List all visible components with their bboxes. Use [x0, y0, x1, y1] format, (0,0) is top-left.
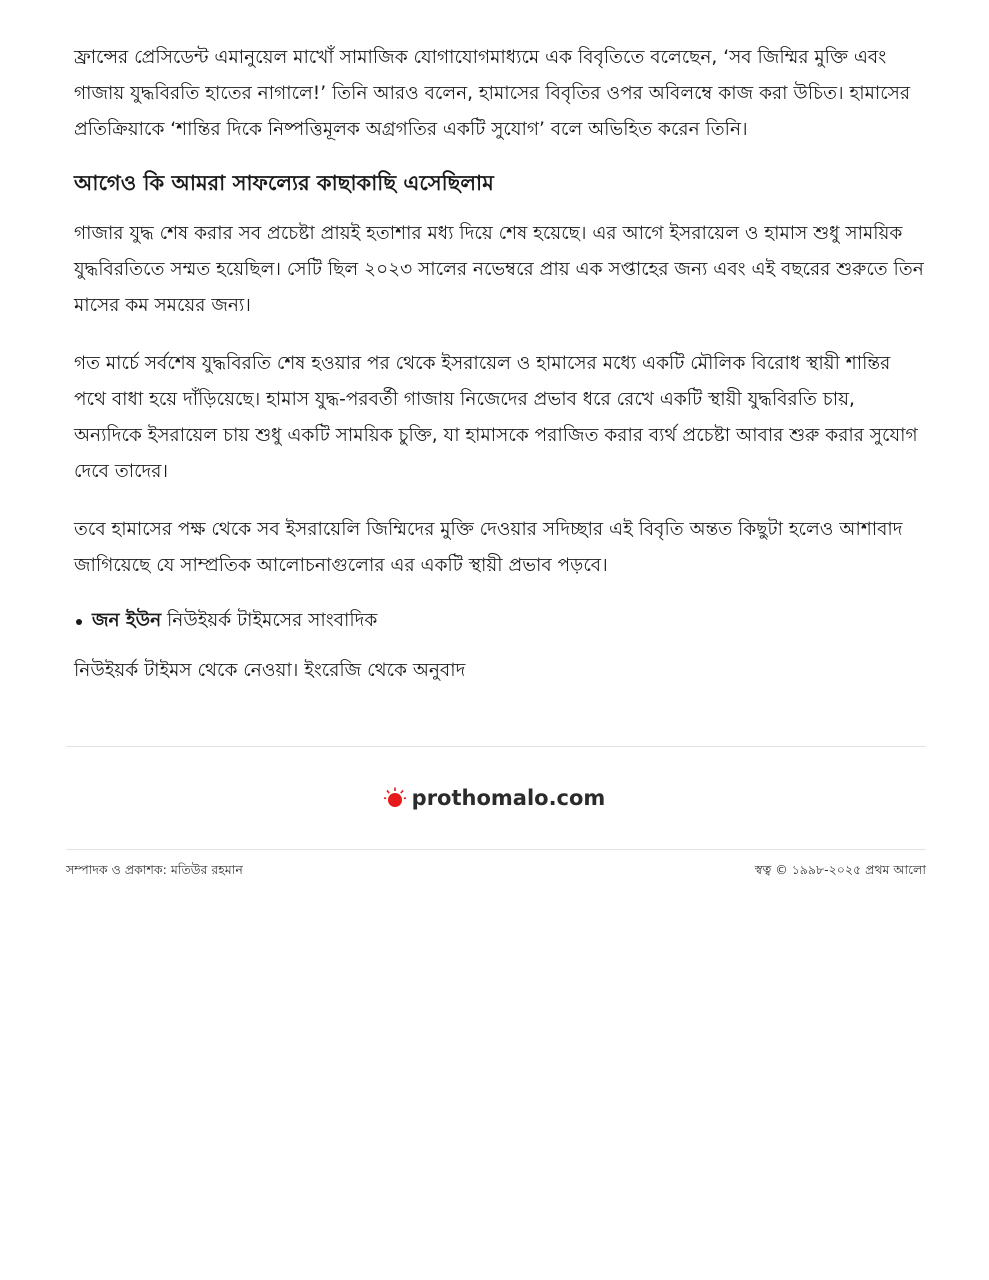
- prothomalo-sun-icon: [384, 787, 406, 809]
- logo-text: prothomalo.com: [411, 786, 606, 810]
- page-footer: [66, 860, 926, 880]
- intro-paragraph: ফ্রান্সের প্রেসিডেন্ট এমানুয়েল মাখোঁ সামাজিক যোগাযোগমাধ্যমে এক বিবৃতিতে বলেছেন, ‘সব জিম্মির মুক্তি এবং গাজায় যুদ্ধবিরতি হাতের নাগালে!’ তিনি আরও বলেন, হামাসের বিবৃতির ওপর অবিলম্বে কাজ করা উচিত। হামাসের প্রতিক্রিয়াকে ‘শান্তির দিকে নিষ্পত্তিমূলক অগ্রগতির একটি সুযোগ’ বলে অভিহিত করেন তিনি।: [74, 47, 911, 140]
- paragraph-2: গত মার্চে সর্বশেষ যুদ্ধবিরতি শেষ হওয়ার পর থেকে ইসরায়েল ও হামাসের মধ্যে একটি মৌলিক বিরোধ স্থায়ী শান্তির পথে বাধা হয়ে দাঁড়িয়েছে। হামাস যুদ্ধ-পরবর্তী গাজায় নিজেদের প্রভাব ধরে রেখে একটি স্থায়ী যুদ্ধবিরতি চায়, অন্যদিকে ইসরায়েল চায় শুধু একটি সাময়িক চুক্তি, যা হামাসকে পরাজিত করার ব্যর্থ প্রচেষ্টা আবার শুরু করার সুযোগ দেবে তাদের।: [74, 353, 918, 482]
- paragraph-1: গাজার যুদ্ধ শেষ করার সব প্রচেষ্টা প্রায়ই হতাশার মধ্য দিয়ে শেষ হয়েছে। এর আগে ইসরায়েল ও হামাস শুধু সাময়িক যুদ্ধবিরতিতে সম্মত হয়েছিল। সেটি ছিল ২০২৩ সালের নভেম্বরে প্রায় এক সপ্তাহের জন্য এবং এই বছরের শুরুতে তিন মাসের কম সময়ের জন্য।: [74, 223, 924, 316]
- source-note: নিউইয়র্ক টাইমস থেকে নেওয়া। ইংরেজি থেকে অনুবাদ: [74, 660, 466, 681]
- author-name[interactable]: জন ইউন: [92, 610, 162, 631]
- author-role: নিউইয়র্ক টাইমসের সাংবাদিক: [161, 610, 378, 631]
- paragraph-3: তবে হামাসের পক্ষ থেকে সব ইসরায়েলি জিম্মিদের মুক্তি দেওয়ার সদিচ্ছার এই বিবৃতি অন্তত কিছুটা হলেও আশাবাদ জাগিয়েছে যে সাম্প্রতিক আলোচনাগুলোর এর একটি স্থায়ী প্রভাব পড়বে।: [74, 519, 903, 576]
- section-heading: আগেও কি আমরা সাফল্যের কাছাকাছি এসেছিলাম: [74, 171, 494, 195]
- footer-editor: সম্পাদক ও প্রকাশক: মতিউর রহমান: [66, 862, 243, 877]
- author-credit: [74, 606, 924, 636]
- divider-bottom: [66, 849, 926, 850]
- article-body: [74, 40, 924, 686]
- footer-copyright: স্বত্ব © ১৯৯৮-২০২৫ প্রথম আলো: [754, 862, 926, 877]
- divider-top: [66, 746, 926, 747]
- site-logo[interactable]: [0, 786, 989, 810]
